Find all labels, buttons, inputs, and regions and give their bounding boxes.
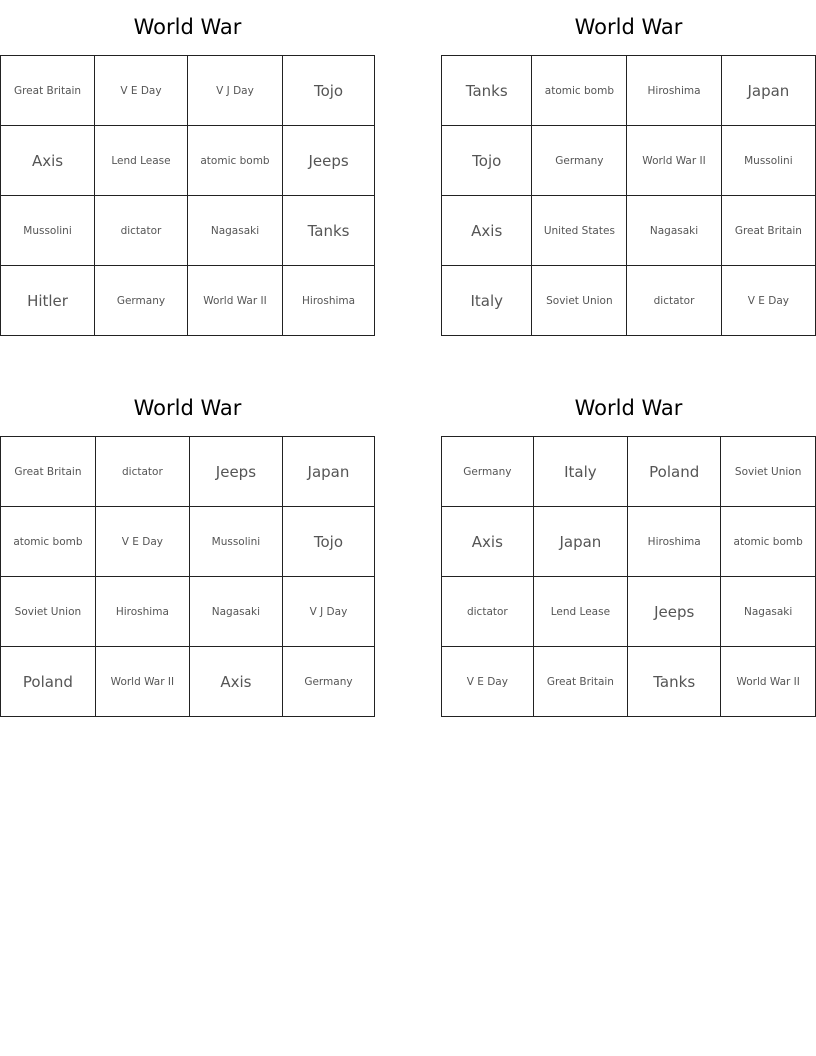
bingo-cell: Nagasaki bbox=[189, 577, 282, 647]
bingo-cell: Axis bbox=[442, 507, 534, 577]
bingo-cell: atomic bomb bbox=[187, 126, 282, 196]
bingo-cell: World War II bbox=[627, 126, 722, 196]
bingo-cell: World War II bbox=[721, 647, 816, 717]
bingo-cell: Tojo bbox=[442, 126, 532, 196]
bingo-cell: Axis bbox=[442, 196, 532, 266]
bingo-cell: Jeeps bbox=[283, 126, 375, 196]
grid-row bbox=[442, 437, 816, 507]
bingo-cell: Germany bbox=[532, 126, 627, 196]
bingo-cell: Nagasaki bbox=[187, 196, 282, 266]
grid-row bbox=[1, 196, 375, 266]
bingo-grid bbox=[0, 436, 375, 717]
bingo-cell: V E Day bbox=[721, 266, 815, 336]
bingo-cell: V J Day bbox=[187, 56, 282, 126]
bingo-cell: Soviet Union bbox=[721, 437, 816, 507]
bingo-cell: Axis bbox=[1, 126, 95, 196]
grid-row bbox=[1, 437, 375, 507]
bingo-cell: Poland bbox=[1, 647, 96, 717]
grid-row bbox=[442, 647, 816, 717]
bingo-cell: Tanks bbox=[283, 196, 375, 266]
bingo-cell: Nagasaki bbox=[627, 196, 722, 266]
bingo-cell: atomic bomb bbox=[532, 56, 627, 126]
card-title: World War bbox=[574, 15, 683, 39]
bingo-cell: V J Day bbox=[282, 577, 374, 647]
bingo-cell: Japan bbox=[533, 507, 627, 577]
bingo-cell: Soviet Union bbox=[532, 266, 627, 336]
bingo-cell: Tojo bbox=[283, 56, 375, 126]
grid-row bbox=[1, 56, 375, 126]
grid-row bbox=[1, 507, 375, 577]
bingo-cell: atomic bomb bbox=[1, 507, 96, 577]
bingo-grid bbox=[441, 436, 816, 717]
bingo-cell: atomic bomb bbox=[721, 507, 816, 577]
bingo-cell: Lend Lease bbox=[95, 126, 188, 196]
bingo-cell: V E Day bbox=[95, 507, 189, 577]
bingo-cell: Mussolini bbox=[721, 126, 815, 196]
bingo-cell: Japan bbox=[282, 437, 374, 507]
bingo-cell: dictator bbox=[442, 577, 534, 647]
bingo-cell: Lend Lease bbox=[533, 577, 627, 647]
bingo-cell: V E Day bbox=[442, 647, 534, 717]
bingo-cell: Hiroshima bbox=[627, 56, 722, 126]
bingo-cell: Germany bbox=[442, 437, 534, 507]
grid-row bbox=[1, 266, 375, 336]
bingo-cell: Great Britain bbox=[1, 437, 96, 507]
bingo-cell: Mussolini bbox=[1, 196, 95, 266]
bingo-cell: Hitler bbox=[1, 266, 95, 336]
bingo-cell: Great Britain bbox=[533, 647, 627, 717]
grid-row bbox=[442, 577, 816, 647]
bingo-cell: Tojo bbox=[282, 507, 374, 577]
bingo-cell: Jeeps bbox=[628, 577, 721, 647]
bingo-cell: V E Day bbox=[95, 56, 188, 126]
bingo-cell: United States bbox=[532, 196, 627, 266]
bingo-cell: Hiroshima bbox=[283, 266, 375, 336]
grid-row bbox=[1, 577, 375, 647]
bingo-cell: Tanks bbox=[442, 56, 532, 126]
card-title: World War bbox=[133, 396, 242, 420]
bingo-cell: World War II bbox=[187, 266, 282, 336]
bingo-cell: Germany bbox=[282, 647, 374, 717]
card-title: World War bbox=[133, 15, 242, 39]
bingo-cell: Soviet Union bbox=[1, 577, 96, 647]
bingo-cell: Axis bbox=[189, 647, 282, 717]
bingo-cell: World War II bbox=[95, 647, 189, 717]
grid-row bbox=[442, 507, 816, 577]
bingo-cell: Great Britain bbox=[721, 196, 815, 266]
bingo-cell: dictator bbox=[95, 437, 189, 507]
grid-row bbox=[442, 126, 816, 196]
grid-row bbox=[1, 126, 375, 196]
bingo-cell: Japan bbox=[721, 56, 815, 126]
bingo-cell: Jeeps bbox=[189, 437, 282, 507]
bingo-cell: Italy bbox=[533, 437, 627, 507]
grid-row bbox=[442, 266, 816, 336]
grid-row bbox=[442, 56, 816, 126]
bingo-cell: Tanks bbox=[628, 647, 721, 717]
bingo-cell: Hiroshima bbox=[628, 507, 721, 577]
bingo-grid bbox=[441, 55, 816, 336]
bingo-cell: Hiroshima bbox=[95, 577, 189, 647]
bingo-cell: Nagasaki bbox=[721, 577, 816, 647]
bingo-cell: Mussolini bbox=[189, 507, 282, 577]
bingo-grid bbox=[0, 55, 375, 336]
bingo-cell: Germany bbox=[95, 266, 188, 336]
grid-row bbox=[442, 196, 816, 266]
bingo-cell: dictator bbox=[627, 266, 722, 336]
bingo-cell: Poland bbox=[628, 437, 721, 507]
bingo-cell: dictator bbox=[95, 196, 188, 266]
card-title: World War bbox=[574, 396, 683, 420]
bingo-cell: Great Britain bbox=[1, 56, 95, 126]
grid-row bbox=[1, 647, 375, 717]
bingo-cell: Italy bbox=[442, 266, 532, 336]
